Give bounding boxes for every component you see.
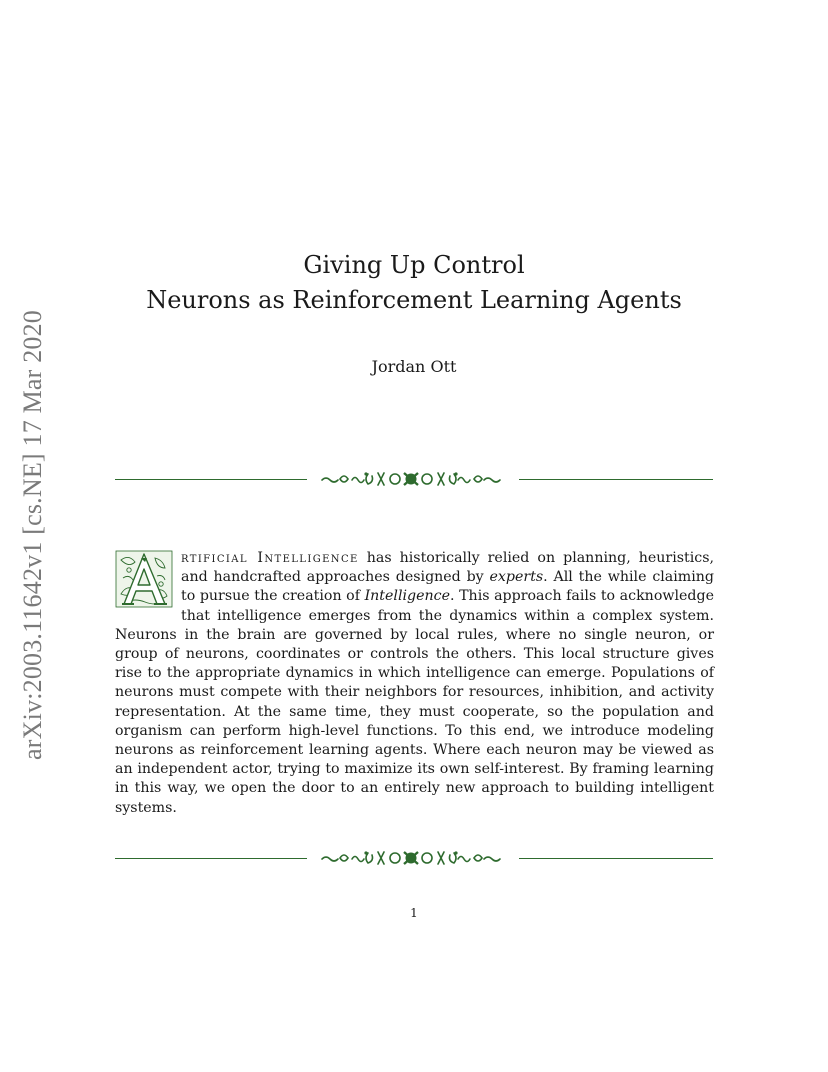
ornament-divider-top	[115, 469, 713, 489]
abstract-text-1: has historically relied on planning, heuristics, and handcrafted approaches designed by	[181, 550, 714, 586]
author-name: Jordan Ott	[371, 357, 457, 376]
arxiv-stamp-text: arXiv:2003.11642v1 [cs.NE] 17 Mar 2020	[18, 309, 47, 760]
divider-rule-right	[519, 858, 713, 859]
floral-ornament-icon	[318, 469, 504, 489]
floral-ornament-icon	[318, 848, 504, 868]
divider-rule-left	[115, 858, 307, 859]
page-number: 1	[410, 906, 418, 920]
abstract	[115, 549, 714, 818]
abstract-emphasis-experts: experts	[489, 569, 544, 586]
abstract-text-2: . All the while claiming to pursue the creation of	[181, 569, 715, 605]
abstract-lead-smallcaps: rtificial Intelligence	[181, 550, 359, 566]
divider-rule-left	[115, 479, 307, 480]
ornament-divider-bottom	[115, 848, 713, 868]
abstract-text-3: . This approach fails to acknowledge that intelligence emerges from the dynamics within a complex system. Neurons in the brain are governed by local rules, where no single neuron, or group of neurons, coordinates or controls the others. This local structure gives rise to the appropriate dynamics in which intelligence can emerge. Populations of neurons must compete with their neighbors for resources, inhibition, and activity representation. At the same time, they must cooperate, so the population and organism can perform high-level functions. To this end, we introduce modeling neurons as reinforcement learning agents. Where each neuron may be viewed as an independent actor, trying to maximize its own self-interest. By framing learning in this way, we open the door to an entirely new approach to building intelligent systems.	[115, 588, 714, 816]
abstract-emphasis-intelligence: Intelligence	[364, 588, 450, 605]
illuminated-dropcap-icon	[115, 550, 173, 608]
paper-title	[0, 248, 828, 318]
divider-rule-right	[519, 479, 713, 480]
title-line-2: Neurons as Reinforcement Learning Agents	[146, 286, 682, 314]
title-line-1: Giving Up Control	[303, 251, 525, 279]
